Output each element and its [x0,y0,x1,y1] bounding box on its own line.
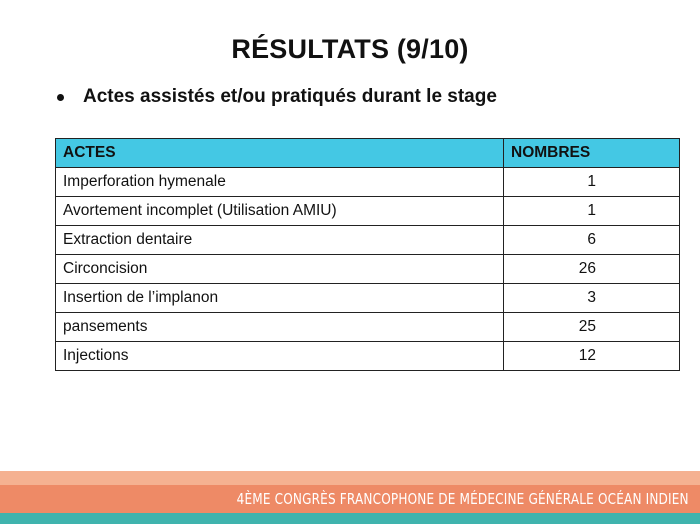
cell-nombre: 1 [504,168,680,197]
bullet-item [57,86,497,108]
header-actes: ACTES [56,139,504,168]
table-row [56,313,680,342]
results-table [55,138,680,371]
cell-acte: Avortement incomplet (Utilisation AMIU) [56,197,504,226]
footer-text: 4ÈME CONGRÈS FRANCOPHONE DE MÉDECINE GÉNÉRALE OCÉAN INDIEN [236,490,690,508]
cell-acte: Extraction dentaire [56,226,504,255]
footer-stripe-light [0,471,700,485]
cell-acte: Imperforation hymenale [56,168,504,197]
table-header-row [56,139,680,168]
footer-stripe-teal [0,513,700,524]
slide-title: RÉSULTATS (9/10) [231,34,469,64]
bullet-text: Actes assistés et/ou pratiqués durant le stage [83,86,497,107]
cell-nombre: 6 [504,226,680,255]
table-row [56,255,680,284]
cell-acte: pansements [56,313,504,342]
bullet-dot-icon [57,94,64,101]
footer-banner [0,485,700,513]
table-row [56,342,680,371]
cell-nombre: 3 [504,284,680,313]
table-row [56,226,680,255]
header-nombres: NOMBRES [504,139,680,168]
table-row [56,284,680,313]
cell-acte: Insertion de l’implanon [56,284,504,313]
cell-nombre: 25 [504,313,680,342]
cell-acte: Injections [56,342,504,371]
cell-nombre: 26 [504,255,680,284]
cell-nombre: 12 [504,342,680,371]
table-row [56,168,680,197]
table-row [56,197,680,226]
cell-nombre: 1 [504,197,680,226]
cell-acte: Circoncision [56,255,504,284]
